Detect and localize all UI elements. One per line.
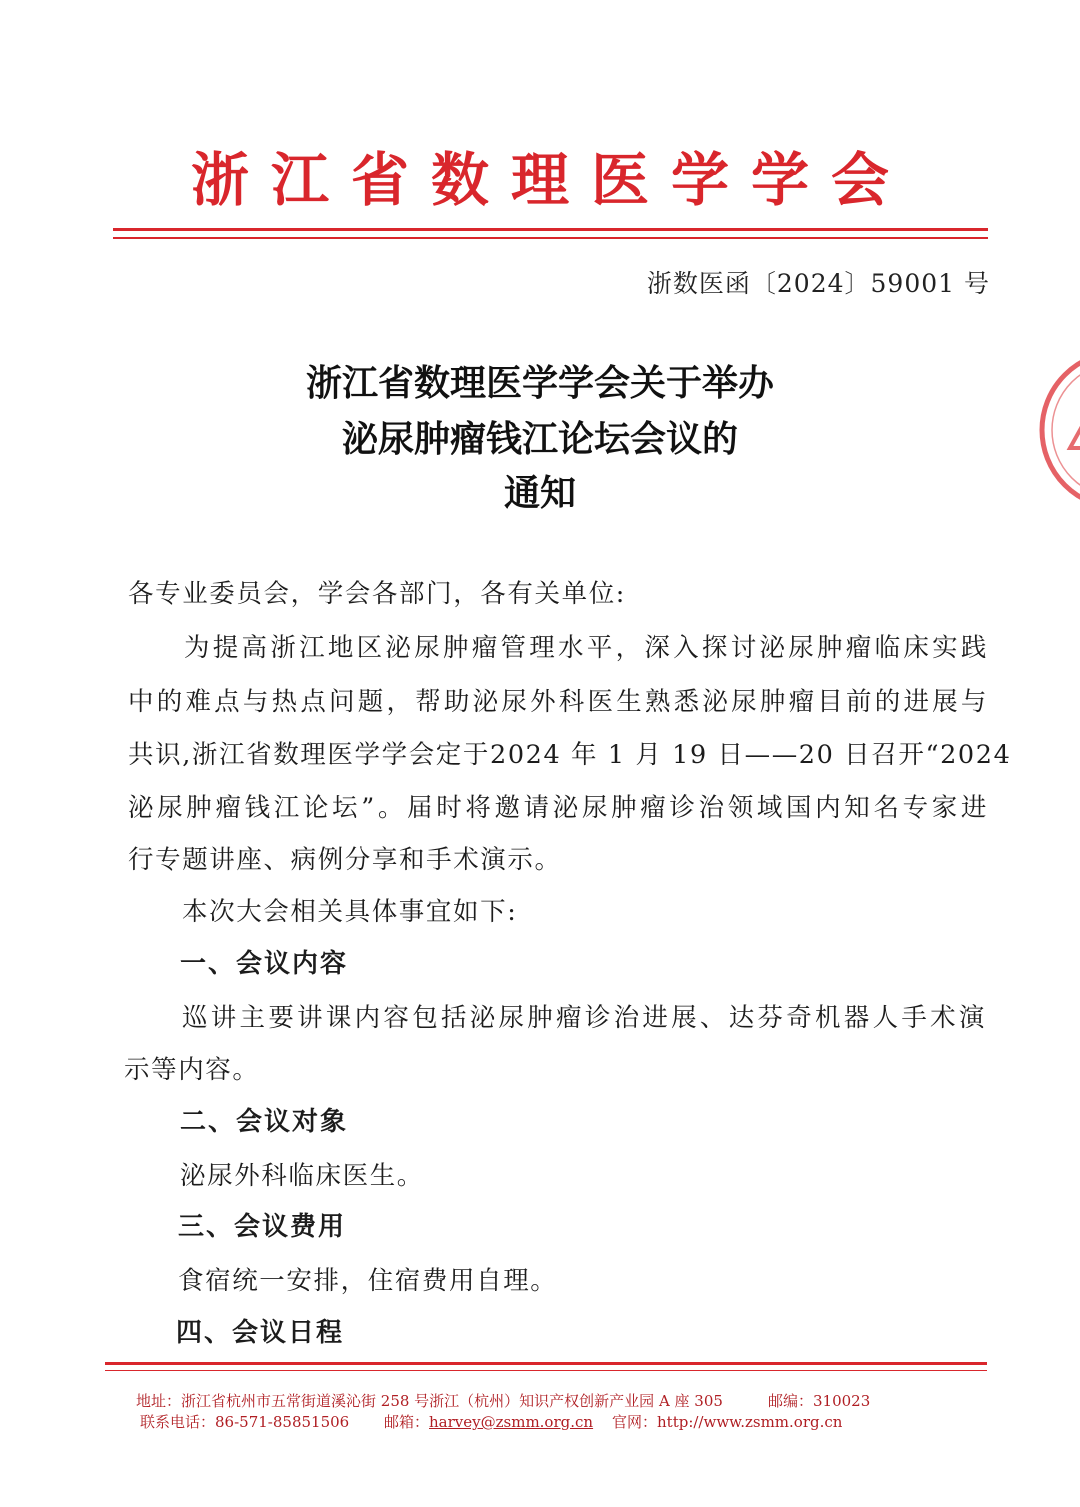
salutation: 各专业委员会，学会各部门，各有关单位: xyxy=(128,579,626,609)
section-fees-text: 食宿统一安排，住宿费用自理。 xyxy=(178,1266,558,1296)
intro-line: 为提高浙江地区泌尿肿瘤管理水平，深入探讨泌尿肿瘤临床实践 xyxy=(184,633,988,663)
intro-line: 共识,浙江省数理医学学会定于2024 年 1 月 19 日——20 日召开“2024 xyxy=(128,740,1012,770)
notice-title-line-3: 通知 xyxy=(503,473,576,514)
section-heading-content: 一、会议内容 xyxy=(180,949,349,979)
notice-title-line-2: 泌尿肿瘤钱江论坛会议的 xyxy=(341,419,738,460)
section-heading-audience: 二、会议对象 xyxy=(180,1107,349,1137)
section-audience-text: 泌尿外科临床医生。 xyxy=(180,1161,424,1191)
footer-address: 地址：浙江省杭州市五常街道溪沁街 258 号浙江（杭州）知识产权创新产业园 A 座 305 xyxy=(136,1392,723,1410)
section-heading-schedule: 四、会议日程 xyxy=(176,1318,345,1348)
intro-line: 中的难点与热点问题，帮助泌尿外科医生熟悉泌尿肿瘤目前的进展与 xyxy=(128,687,988,717)
organization-name: 浙江省数理医学学会 xyxy=(190,146,911,214)
items-intro: 本次大会相关具体事宜如下: xyxy=(182,897,518,927)
footer-phone: 联系电话：86-571-85851506 xyxy=(140,1413,350,1431)
section-heading-fees: 三、会议费用 xyxy=(178,1212,347,1242)
footer-email-label: 邮箱： xyxy=(384,1413,430,1431)
footer-rule-thin xyxy=(105,1370,987,1371)
notice-title-line-1: 浙江省数理医学学会关于举办 xyxy=(305,363,774,404)
section-content-line: 示等内容。 xyxy=(124,1055,260,1085)
letterhead-rule-thin xyxy=(113,237,988,239)
document-number: 浙数医函〔2024〕59001 号 xyxy=(646,269,990,298)
footer-website[interactable]: 官网：http://www.zsmm.org.cn xyxy=(612,1413,843,1431)
letterhead-rule-thick xyxy=(113,228,988,231)
intro-line: 行专题讲座、病例分享和手术演示。 xyxy=(128,845,562,875)
footer-email xyxy=(384,1411,593,1433)
section-content-line: 巡讲主要讲课内容包括泌尿肿瘤诊治进展、达芬奇机器人手术演 xyxy=(182,1003,986,1033)
footer-postcode: 邮编：310023 xyxy=(768,1392,871,1410)
intro-line: 泌尿肿瘤钱江论坛”。届时将邀请泌尿肿瘤诊治领域国内知名专家进 xyxy=(128,793,988,823)
footer-rule-thick xyxy=(105,1362,987,1365)
footer-email-link[interactable]: harvey@zsmm.org.cn xyxy=(429,1413,594,1431)
